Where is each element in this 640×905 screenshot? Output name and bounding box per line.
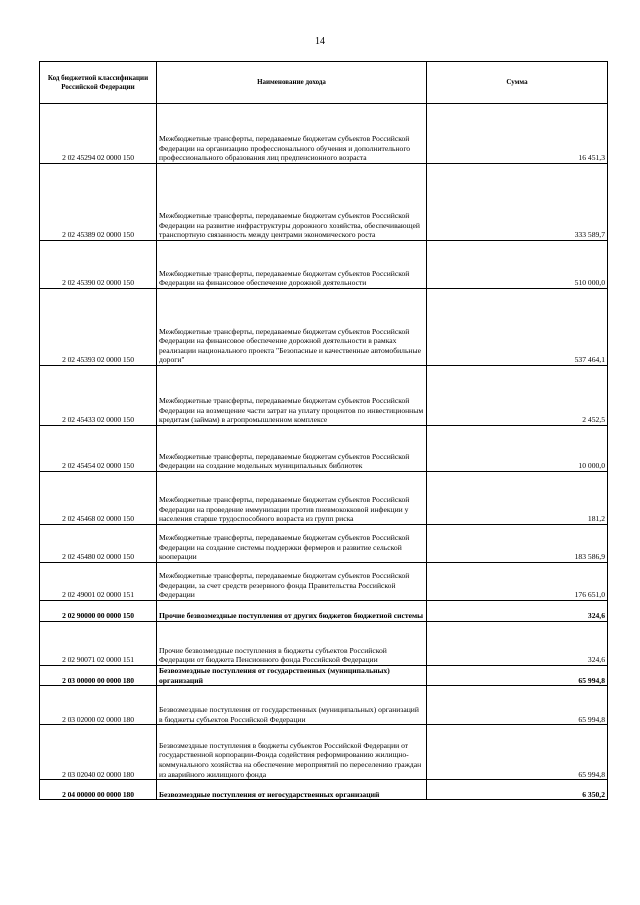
- code-cell: 2 02 90071 02 0000 151: [40, 622, 157, 666]
- sum-cell: 2 452,5: [427, 366, 608, 426]
- table-row: [40, 241, 608, 289]
- name-cell: Межбюджетные трансферты, передаваемые бюджетам субъектов Российской Федерации на финансовое обеспечение дорожной деятельности в рамках реализации национального проекта "Безопасные и качественные автомобильные дороги": [157, 289, 427, 366]
- name-cell: Безвозмездные поступления от негосударственных организаций: [157, 780, 427, 800]
- table-row: [40, 622, 608, 666]
- code-cell: 2 04 00000 00 0000 180: [40, 780, 157, 800]
- name-cell: Межбюджетные трансферты, передаваемые бюджетам субъектов Российской Федерации на возмещение части затрат на уплату процентов по инвестиционным кредитам (займам) в агропромышленном комплексе: [157, 366, 427, 426]
- table-body: [40, 104, 608, 800]
- code-cell: 2 02 45468 02 0000 150: [40, 472, 157, 525]
- name-cell: Прочие безвозмездные поступления от других бюджетов бюджетной системы: [157, 601, 427, 622]
- code-cell: 2 02 45390 02 0000 150: [40, 241, 157, 289]
- table-row: [40, 601, 608, 622]
- table-row: [40, 472, 608, 525]
- code-cell: 2 03 00000 00 0000 180: [40, 666, 157, 686]
- table-row: [40, 426, 608, 472]
- sum-cell: 510 000,0: [427, 241, 608, 289]
- name-cell: Межбюджетные трансферты, передаваемые бюджетам субъектов Российской Федерации на создание системы поддержки фермеров и развитие сельской кооперации: [157, 525, 427, 563]
- table-row: [40, 366, 608, 426]
- name-cell: Безвозмездные поступления в бюджеты субъектов Российской Федерации от государственной корпорации-Фонда содействия реформированию жилищно-коммунального хозяйства на обеспечение мероприятий по переселению граждан из аварийного жилищного фонда: [157, 725, 427, 780]
- revenue-table: [39, 61, 608, 800]
- table-row: [40, 164, 608, 241]
- sum-cell: 324,6: [427, 622, 608, 666]
- code-cell: 2 02 45454 02 0000 150: [40, 426, 157, 472]
- name-cell: Межбюджетные трансферты, передаваемые бюджетам субъектов Российской Федерации на финансовое обеспечение дорожной деятельности: [157, 241, 427, 289]
- name-cell: Межбюджетные трансферты, передаваемые бюджетам субъектов Российской Федерации на создание модельных муниципальных библиотек: [157, 426, 427, 472]
- header-sum: Сумма: [427, 62, 608, 104]
- sum-cell: 10 000,0: [427, 426, 608, 472]
- sum-cell: 183 586,9: [427, 525, 608, 563]
- name-cell: Безвозмездные поступления от государственных (муниципальных) организаций: [157, 666, 427, 686]
- code-cell: 2 02 90000 00 0000 150: [40, 601, 157, 622]
- code-cell: 2 03 02040 02 0000 180: [40, 725, 157, 780]
- table-row: [40, 666, 608, 686]
- sum-cell: 65 994,8: [427, 686, 608, 725]
- sum-cell: 16 451,3: [427, 104, 608, 164]
- code-cell: 2 02 45389 02 0000 150: [40, 164, 157, 241]
- table-row: [40, 780, 608, 800]
- sum-cell: 6 350,2: [427, 780, 608, 800]
- sum-cell: 65 994,8: [427, 725, 608, 780]
- code-cell: 2 02 45393 02 0000 150: [40, 289, 157, 366]
- header-code: Код бюджетной классификации Российской Федерации: [40, 62, 157, 104]
- sum-cell: 65 994,8: [427, 666, 608, 686]
- table-row: [40, 289, 608, 366]
- sum-cell: 176 651,0: [427, 563, 608, 601]
- name-cell: Межбюджетные трансферты, передаваемые бюджетам субъектов Российской Федерации на развитие инфраструктуры дорожного хозяйства, обеспечивающей транспортную связанность между центрами экономического роста: [157, 164, 427, 241]
- table-header-row: [40, 62, 608, 104]
- table-row: [40, 104, 608, 164]
- name-cell: Межбюджетные трансферты, передаваемые бюджетам субъектов Российской Федерации на проведение иммунизации против пневмококковой инфекции у населения старше трудоспособного возраста из групп риска: [157, 472, 427, 525]
- code-cell: 2 02 45294 02 0000 150: [40, 104, 157, 164]
- code-cell: 2 02 45480 02 0000 150: [40, 525, 157, 563]
- code-cell: 2 02 45433 02 0000 150: [40, 366, 157, 426]
- code-cell: 2 03 02000 02 0000 180: [40, 686, 157, 725]
- code-cell: 2 02 49001 02 0000 151: [40, 563, 157, 601]
- name-cell: Прочие безвозмездные поступления в бюджеты субъектов Российской Федерации от бюджета Пенсионного фонда Российской Федерации: [157, 622, 427, 666]
- name-cell: Безвозмездные поступления от государственных (муниципальных) организаций в бюджеты субъектов Российской Федерации: [157, 686, 427, 725]
- table-row: [40, 525, 608, 563]
- page-number: 14: [315, 36, 325, 47]
- sum-cell: 537 464,1: [427, 289, 608, 366]
- table-row: [40, 686, 608, 725]
- sum-cell: 333 589,7: [427, 164, 608, 241]
- table-row: [40, 563, 608, 601]
- name-cell: Межбюджетные трансферты, передаваемые бюджетам субъектов Российской Федерации, за счет средств резервного фонда Правительства Российской Федерации: [157, 563, 427, 601]
- sum-cell: 324,6: [427, 601, 608, 622]
- header-name: Наименование дохода: [157, 62, 427, 104]
- sum-cell: 181,2: [427, 472, 608, 525]
- table-row: [40, 725, 608, 780]
- name-cell: Межбюджетные трансферты, передаваемые бюджетам субъектов Российской Федерации на организацию профессионального обучения и дополнительного профессионального образования лиц предпенсионного возраста: [157, 104, 427, 164]
